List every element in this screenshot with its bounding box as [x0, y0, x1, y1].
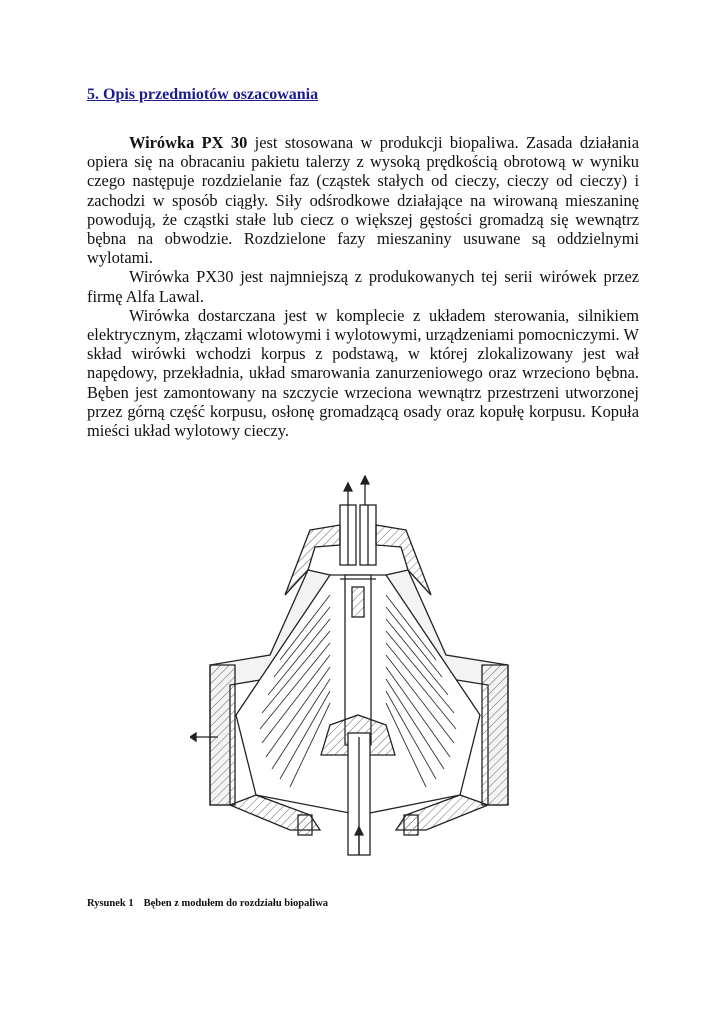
outlet-arrowhead-right: [361, 476, 369, 484]
section-heading: 5. Opis przedmiotów oszacowania: [87, 86, 319, 103]
paragraph-1: [87, 133, 639, 267]
body-text: [87, 133, 639, 440]
paragraph-1-text: jest stosowana w produkcji biopaliwa. Zasada działania opiera się na obracaniu pakietu talerzy z wysoką prędkością obrotową w wyniku czego następuje rozdzielanie faz (cząstek stałych od cieczy, cieczy od cieczy) i zachodzi w sposób ciągły. Siły odśrodkowe działające na wirowaną mieszaninę powodują, że cząstki stałe lub ciecz o większej gęstości gromadzą się wewnątrz bębna na obwodzie. Rozdzielone fazy mieszaniny usuwane są oddzielnymi wylotami.: [87, 133, 639, 268]
paragraph-3-text: Wirówka dostarczana jest w komplecie z układem sterowania, silnikiem elektrycznym, złączami wlotowymi i wylotowymi, urządzeniami pomocniczymi. W skład wirówki wchodzi korpus z podstawą, w której zlokalizowany jest wał napędowy, przekładnia, układ smarowania zanurzeniowego oraz wrzeciono bębna. Bęben jest zamontowany na szczycie wrzeciona wewnątrz przestrzeni utworzonej przez górną część korpusu, osłonę gromadzącą osady oraz kopułę korpusu. Kopuła mieści układ wylotowy cieczy.: [87, 305, 639, 441]
outlet-arrowhead-left: [344, 483, 352, 491]
figure-caption: [87, 898, 328, 909]
paragraph-2: [87, 267, 639, 305]
centrifuge-bowl-drawing: [190, 475, 535, 865]
paragraph-2-text: Wirówka PX30 jest najmniejszą z produkowanych tej serii wirówek przez firmę Alfa Lawal.: [87, 267, 639, 306]
figure-caption-number: Rysunek 1: [87, 898, 134, 909]
paragraph-3: [87, 306, 639, 440]
paragraph-1-bold-lead: Wirówka PX 30: [129, 133, 248, 152]
figure-caption-text: Bęben z modułem do rozdziału biopaliwa: [143, 898, 329, 909]
